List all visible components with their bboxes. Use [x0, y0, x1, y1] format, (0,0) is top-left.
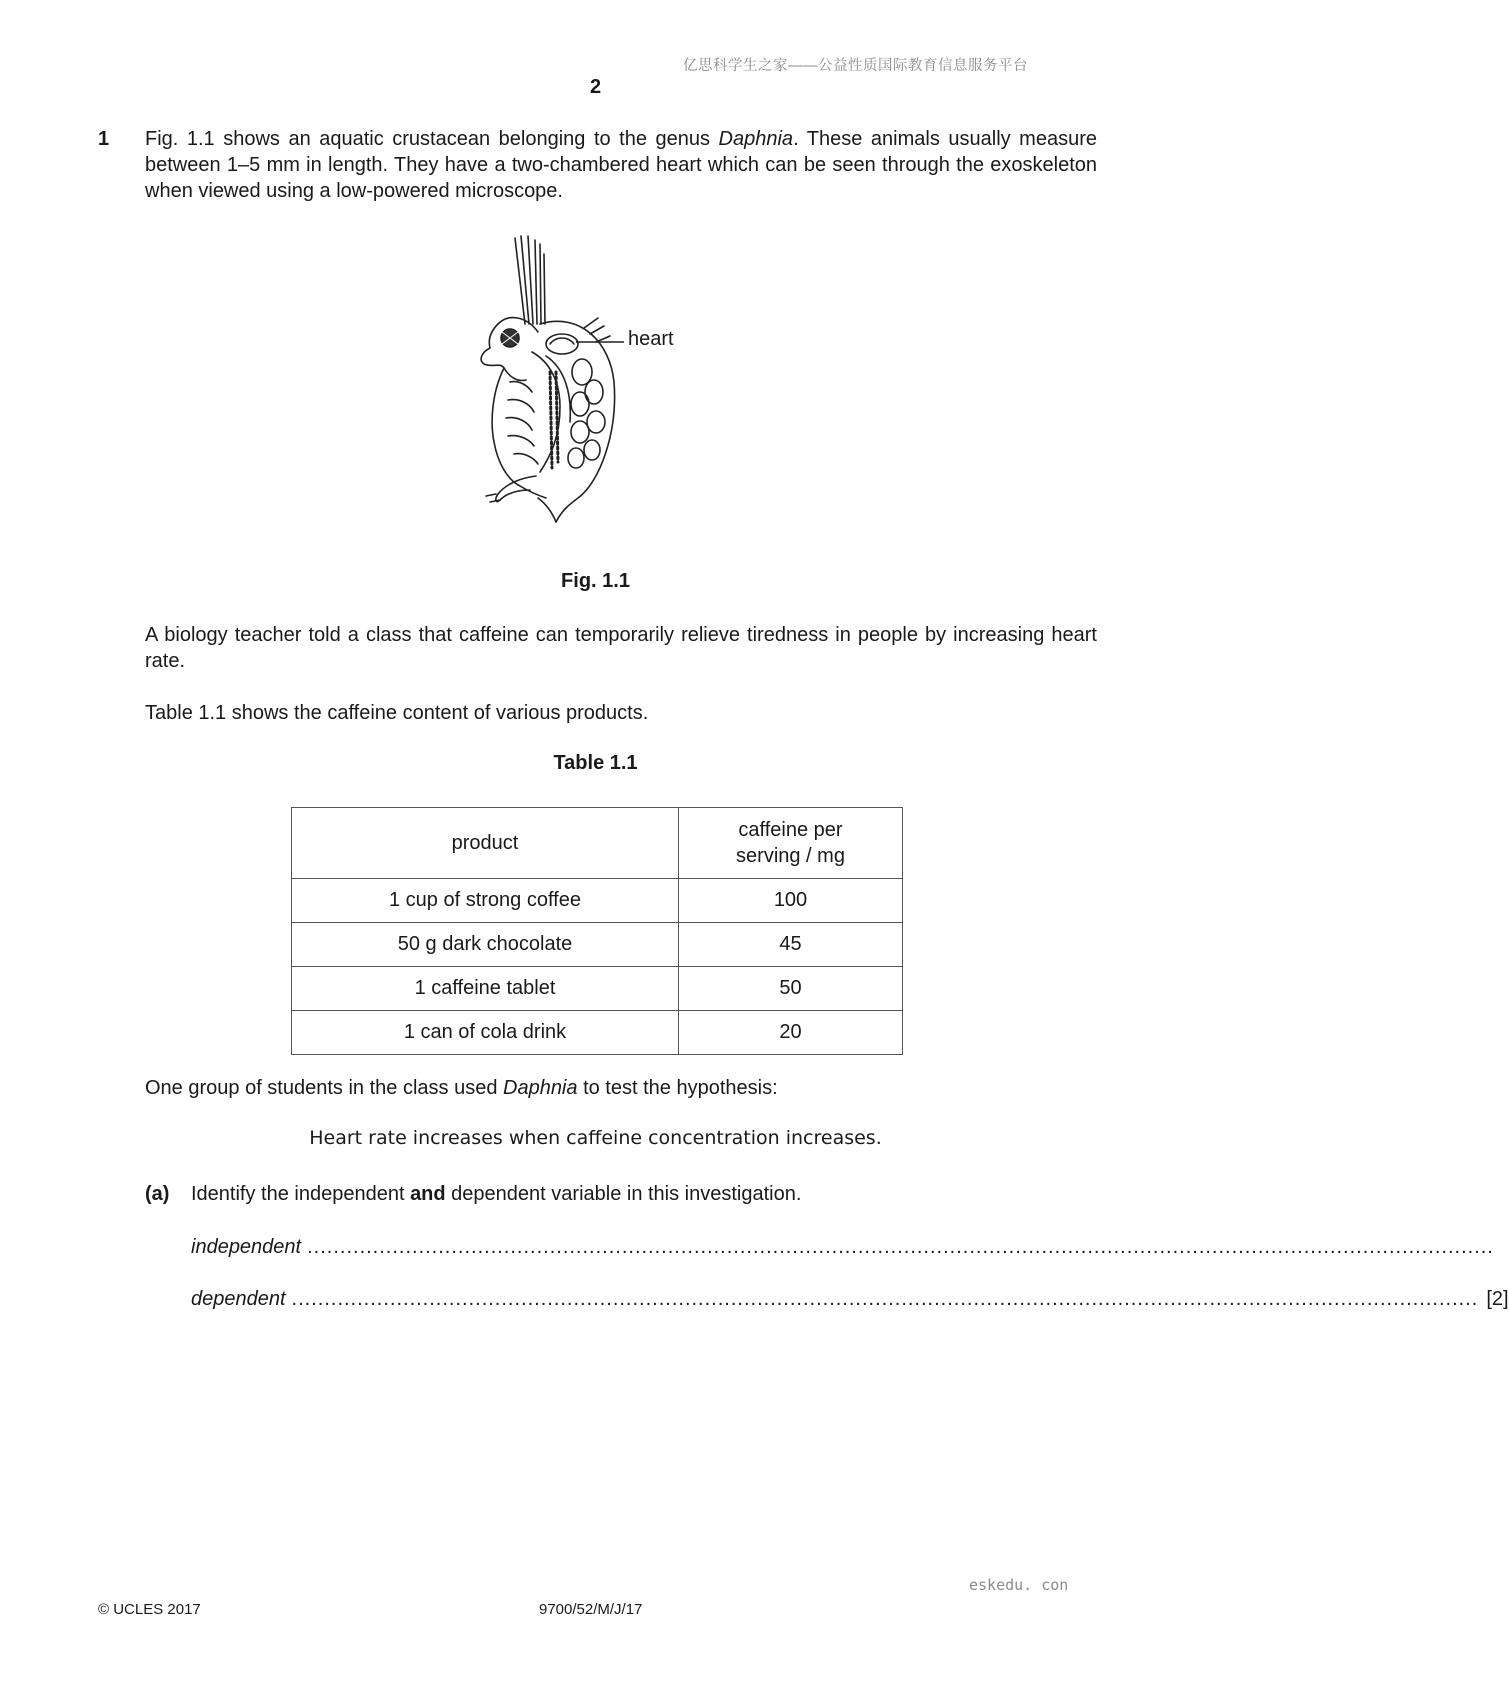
teacher-text: A biology teacher told a class that caffeine can temporarily relieve tiredness in people by increasing heart rate.	[145, 624, 1097, 672]
independent-answer-line[interactable]	[191, 1236, 1494, 1259]
caffeine-cell: 45	[679, 923, 903, 967]
table-row	[292, 879, 903, 923]
genus-name: Daphnia	[503, 1077, 578, 1099]
question-number: 1	[98, 128, 110, 150]
figure-caption: Fig. 1.1	[561, 570, 630, 592]
independent-label: independent	[191, 1236, 302, 1258]
site-watermark: eskedu. con	[969, 1576, 1069, 1594]
caffeine-table	[291, 807, 903, 1055]
page-number: 2	[589, 76, 602, 98]
caffeine-cell: 100	[679, 879, 903, 923]
table-header-row	[292, 808, 903, 879]
product-cell: 1 cup of strong coffee	[292, 879, 679, 923]
product-cell: 1 caffeine tablet	[292, 967, 679, 1011]
column-header-product: product	[292, 808, 679, 879]
answer-dots: .....................................................................................................................................................................................	[291, 1288, 1479, 1310]
table-row	[292, 967, 903, 1011]
hypothesis-statement: Heart rate increases when caffeine concentration increases.	[309, 1127, 882, 1149]
product-cell: 1 can of cola drink	[292, 1011, 679, 1055]
caffeine-cell: 20	[679, 1011, 903, 1055]
genus-name: Daphnia	[718, 128, 794, 150]
header-watermark: 亿思科学生之家——公益性质国际教育信息服务平台	[683, 58, 1028, 74]
question-intro: Fig. 1.1 shows an aquatic crustacean belonging to the genus Daphnia. These animals usually measure between 1–5 mm in length. They have a two-chambered heart which can be seen through the exoskeleton when viewed using a low-powered microscope.	[145, 128, 1097, 202]
footer-copyright: © UCLES 2017	[98, 1601, 201, 1618]
table-caption: Table 1.1	[553, 752, 638, 774]
answer-dots: .....................................................................................................................................................................................	[307, 1236, 1494, 1258]
part-a-label: (a)	[145, 1183, 170, 1205]
heart-label: heart	[628, 328, 674, 350]
table-intro: Table 1.1 shows the caffeine content of various products.	[145, 702, 649, 724]
dependent-label: dependent	[191, 1288, 286, 1310]
hypothesis-intro: One group of students in the class used Daphnia to test the hypothesis:	[145, 1077, 778, 1099]
table-row	[292, 923, 903, 967]
footer-paper-code: 9700/52/M/J/17	[539, 1601, 643, 1618]
product-cell: 50 g dark chocolate	[292, 923, 679, 967]
table-row	[292, 1011, 903, 1055]
daphnia-figure	[480, 232, 720, 532]
dependent-answer-line[interactable]	[191, 1288, 1509, 1311]
marks-badge: [2]	[1486, 1288, 1509, 1310]
column-header-caffeine: caffeine per serving / mg	[679, 808, 903, 879]
caffeine-cell: 50	[679, 967, 903, 1011]
part-a-question: Identify the independent and dependent variable in this investigation.	[191, 1183, 802, 1205]
